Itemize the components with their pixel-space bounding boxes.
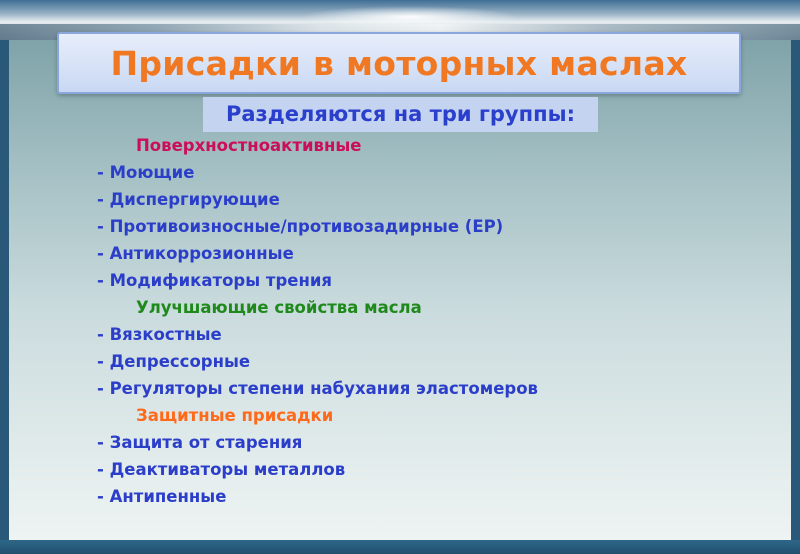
list-item: - Антипенные [97,487,227,506]
list-item: - Деактиваторы металлов [97,460,346,479]
group-heading-surfactants: Поверхностноактивные [136,136,362,155]
subtitle-box [203,97,598,132]
list-item: - Вязкостные [97,325,222,344]
list-item: - Депрессорные [97,352,251,371]
slide-title: Присадки в моторных маслах [110,43,688,83]
title-box [57,32,741,94]
list-item: - Диспергирующие [97,190,280,209]
list-item: - Противоизносные/противозадирные (ЕР) [97,217,504,236]
group-heading-property-improvers: Улучшающие свойства масла [136,298,422,317]
group-heading-protective: Защитные присадки [136,406,334,425]
bottom-band [0,540,800,554]
slide-subtitle: Разделяются на три группы: [226,102,575,126]
list-item: - Регуляторы степени набухания эластомеров [97,379,538,398]
list-item: - Моющие [97,163,195,182]
list-item: - Антикоррозионные [97,244,294,263]
list-item: - Защита от старения [97,433,303,452]
additive-list [97,132,538,510]
list-item: - Модификаторы трения [97,271,332,290]
